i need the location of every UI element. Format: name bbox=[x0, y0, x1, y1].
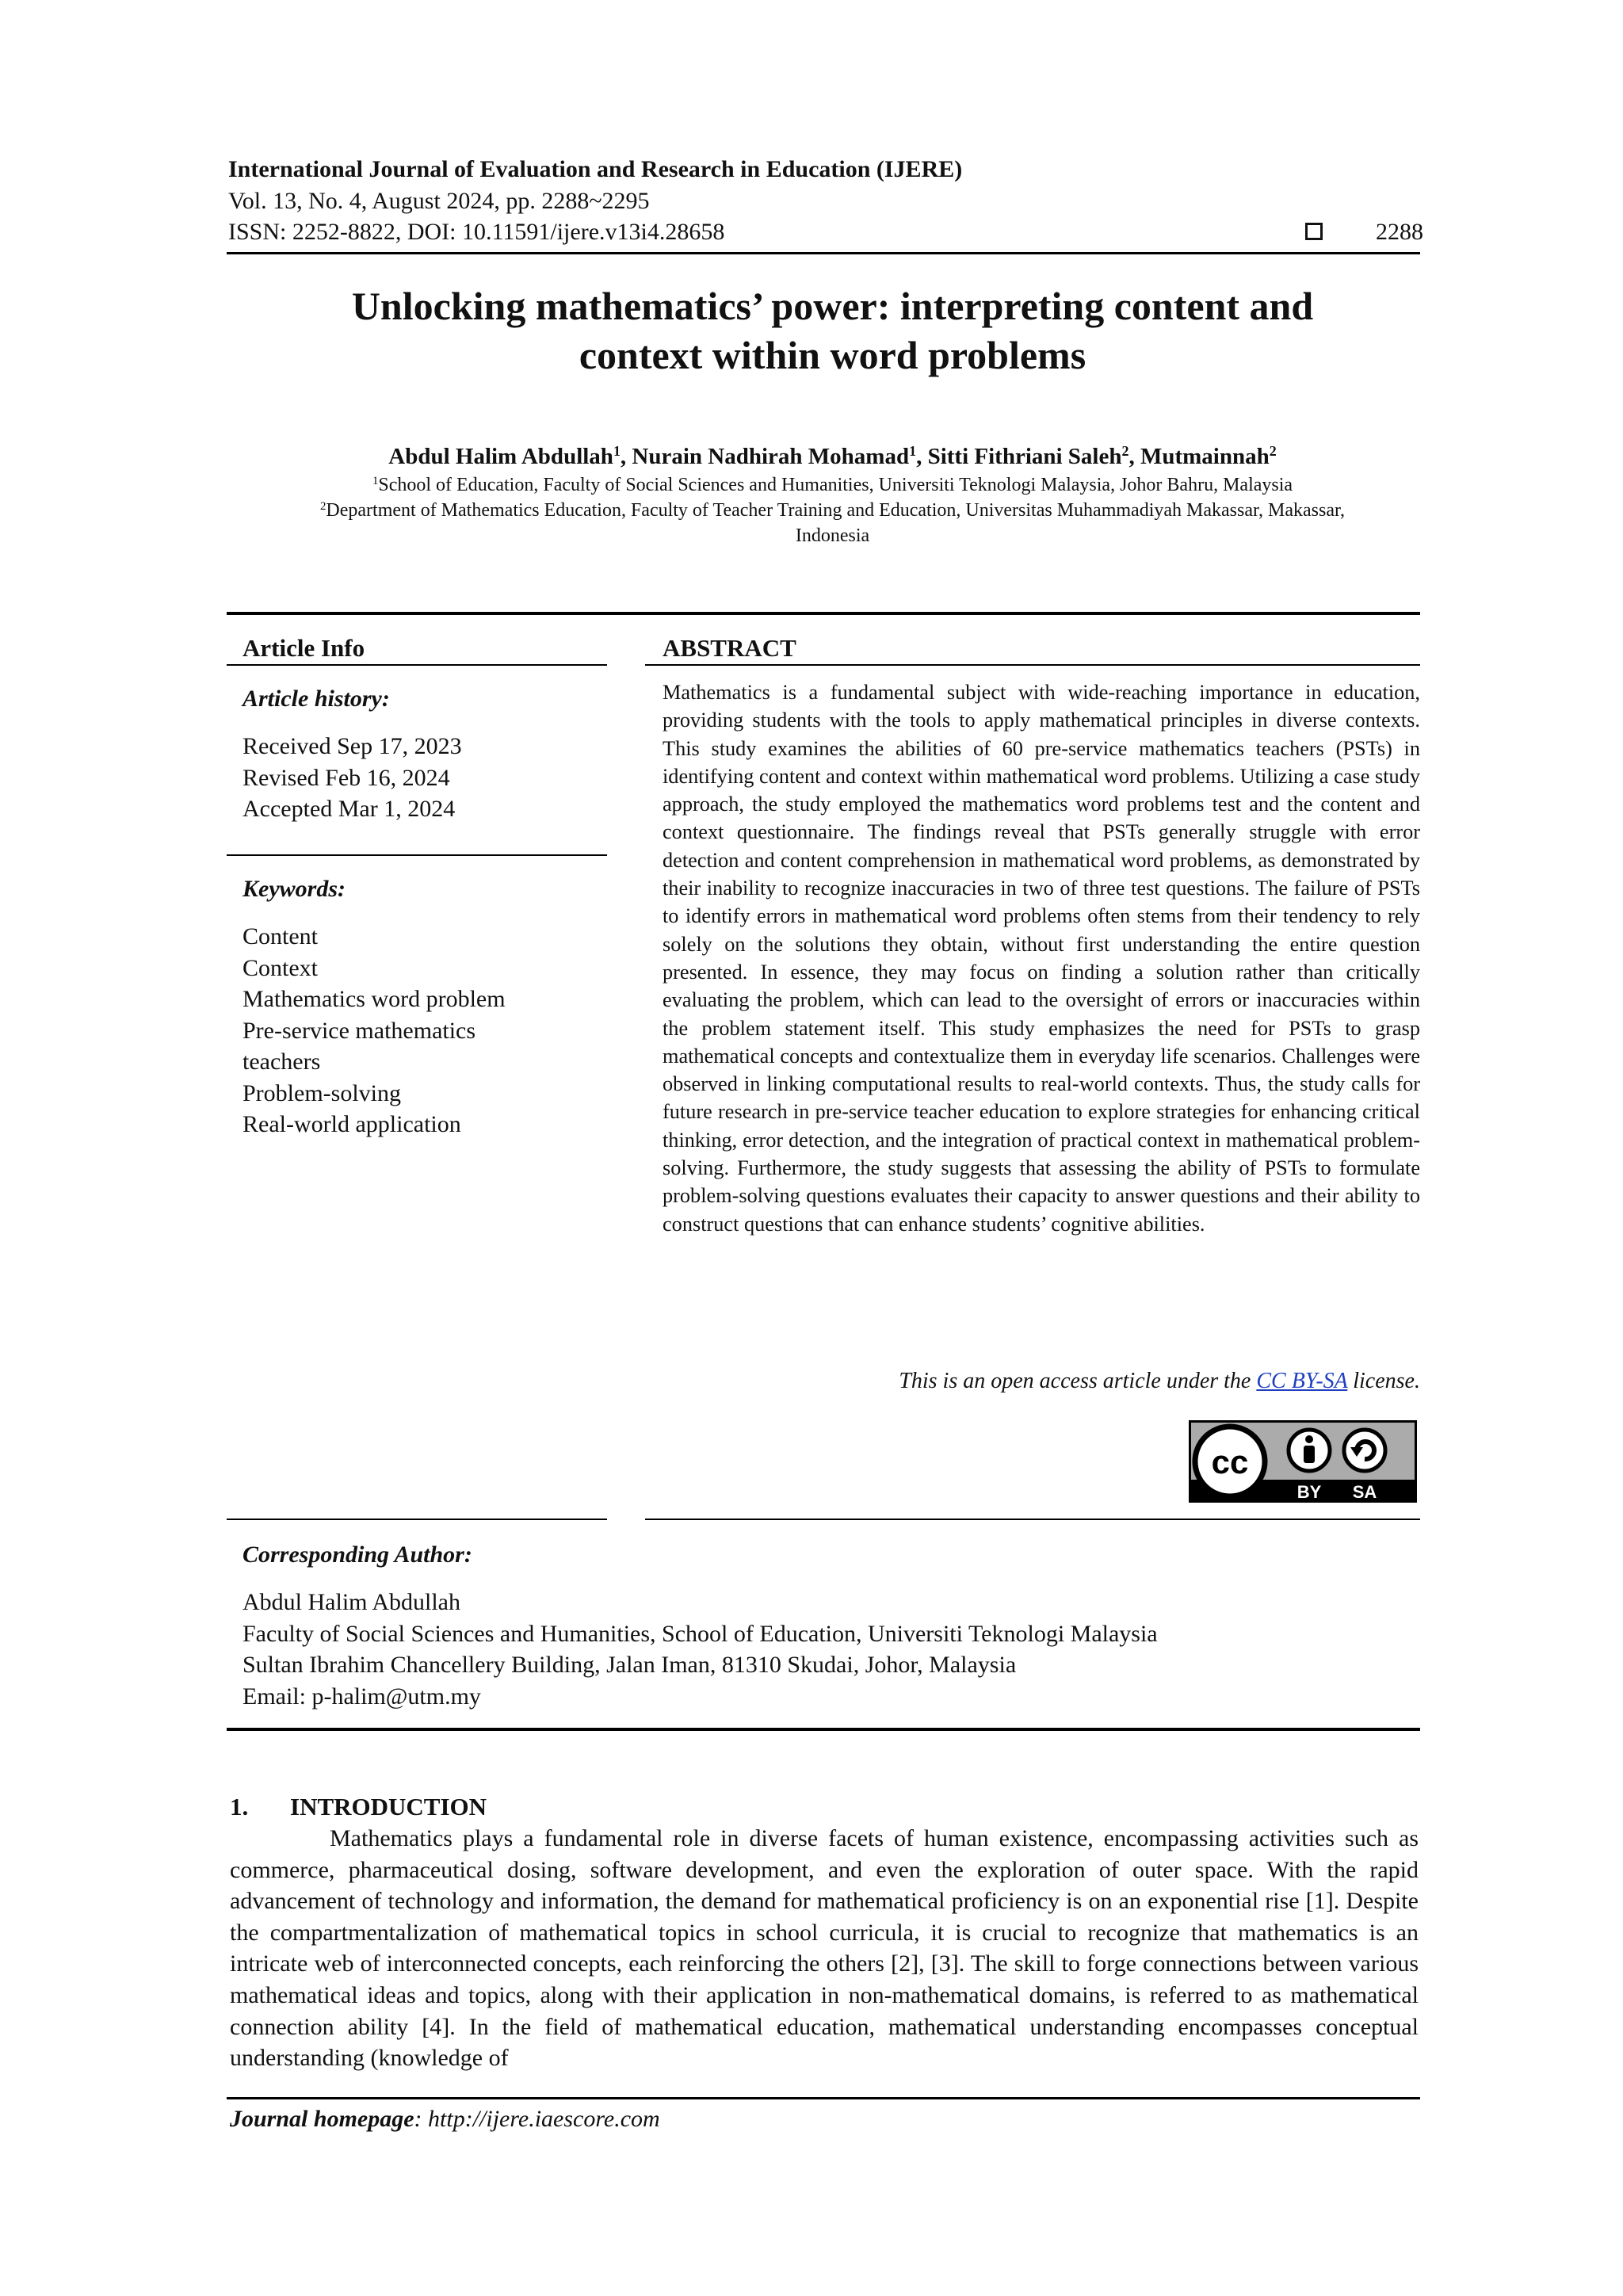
author-name: Sitti Fithriani Saleh bbox=[927, 444, 1122, 469]
cc-by-sa-badge[interactable] bbox=[1189, 1420, 1417, 1503]
keyword-item: Pre-service mathematics bbox=[242, 1017, 476, 1044]
left-bottom-rule bbox=[227, 1519, 607, 1520]
volume-line: Vol. 13, No. 4, August 2024, pp. 2288~2295 bbox=[228, 188, 650, 214]
paper-title bbox=[228, 281, 1437, 380]
keywords-rule bbox=[227, 854, 607, 856]
footer-label: Journal homepage bbox=[230, 2106, 414, 2132]
infobox-bottom-rule bbox=[227, 1728, 1420, 1731]
author-list: Abdul Halim Abdullah$^1$, Nurain Nadhirah Mohamad$^1$, Sitti Fithriani Saleh$^2$, Mutmainnah$^2$ bbox=[388, 443, 1277, 469]
keyword-item: Real-world application bbox=[242, 1111, 461, 1137]
author-affil-mark: 2 bbox=[1121, 443, 1129, 460]
footer-url[interactable]: http://ijere.iaescore.com bbox=[428, 2106, 660, 2132]
keyword-item: Problem-solving bbox=[242, 1079, 401, 1106]
history-revised: Revised Feb 16, 2024 bbox=[242, 764, 450, 791]
keyword-item: teachers bbox=[242, 1049, 321, 1075]
cc-text: cc bbox=[1211, 1443, 1249, 1480]
keyword-item: Mathematics word problem bbox=[242, 986, 506, 1012]
author-name: Mutmainnah bbox=[1140, 444, 1270, 469]
page-number: 2288 bbox=[1376, 219, 1423, 245]
author-name: Abdul Halim Abdullah bbox=[388, 444, 613, 469]
header-rule bbox=[227, 252, 1420, 254]
author-name: Nurain Nadhirah Mohamad bbox=[632, 444, 910, 469]
article-info-heading: Article Info bbox=[242, 634, 365, 662]
license-line: This is an open access article under the CC BY-SA license. bbox=[899, 1369, 1420, 1393]
keywords-heading: Keywords: bbox=[242, 876, 346, 902]
history-accepted: Accepted Mar 1, 2024 bbox=[242, 796, 456, 822]
title-line-1: Unlocking mathematics’ power: interpreting content and bbox=[351, 284, 1314, 328]
author-affil-mark: 2 bbox=[1269, 443, 1277, 460]
intro-heading: INTRODUCTION bbox=[290, 1793, 487, 1820]
article-history-heading: Article history: bbox=[242, 686, 390, 712]
abstract-heading: ABSTRACT bbox=[663, 634, 796, 662]
abstract-text: Mathematics is a fundamental subject with wide-reaching importance in education, providing students with the tools to apply mathematical principles in diverse contexts. This study examines the abilities of 60 pre-service mathematics teachers (PSTs) in identifying content and context within mathematical word problems. Utilizing a case study approach, the study employed the mathematics word problems test and the content and context questionnaire. The findings reveal that PSTs generally struggle with error detection and content comprehension in mathematical word problems, as demonstrated by their inability to recognize inaccuracies in two of three test questions. The failure of PSTs to identify errors in mathematical word problems often stems from their tendency to rely solely on the solutions they obtain, without first understanding the entire question presented. In essence, they may focus on finding a solution rather than critically evaluating the problem, which can lead to the oversight of errors or inaccuracies within the problem statement itself. This study emphasizes the need for PSTs to grasp mathematical concepts and contextualize them in everyday life scenarios. Challenges were observed in linking computational results to real-world contexts. Thus, the study calls for future research in pre-service teacher education to explore strategies for enhancing critical thinking, error detection, and the integration of practical context in mathematical problem-solving. Furthermore, the study suggests that assessing the ability of PSTs to formulate problem-solving questions evaluates their capacity to answer questions and their ability to construct questions that can enhance students’ cognitive abilities. bbox=[663, 681, 1420, 1236]
sa-share-alike-icon bbox=[1344, 1430, 1385, 1471]
infobox-top-rule bbox=[227, 612, 1420, 615]
affiliation-2-cont: Indonesia bbox=[795, 525, 870, 546]
intro-number: 1. bbox=[230, 1793, 249, 1820]
right-bottom-rule bbox=[645, 1519, 1420, 1520]
article-info-underline bbox=[227, 664, 607, 666]
footer: Journal homepage: http://ijere.iaescore.com bbox=[230, 2106, 660, 2132]
history-received: Received Sep 17, 2023 bbox=[242, 733, 462, 759]
intro-paragraph: Mathematics plays a fundamental role in diverse facets of human existence, encompassing activities such as commerce, pharmaceutical dosing, software development, and even the exploration of outer space. With the rapid advancement of technology and information, the demand for mathematical proficiency is on an exponential rise [1]. Despite the compartmentalization of mathematical topics in school curricula, it is crucial to recognize that mathematics is an intricate web of interconnected concepts, each reinforcing the others [2], [3]. The skill to forge connections between various mathematical ideas and topics, along with their application in non-mathematical domains, is referred to as mathematical connection ability [4]. In the field of mathematical education, mathematical understanding encompasses conceptual understanding (knowledge of bbox=[230, 1825, 1419, 2072]
title-line-2: context within word problems bbox=[579, 333, 1086, 377]
corresponding-email: Email: p-halim@utm.my bbox=[242, 1683, 481, 1710]
keyword-item: Content bbox=[242, 923, 318, 949]
corresponding-name: Abdul Halim Abdullah bbox=[242, 1589, 460, 1615]
by-person-head bbox=[1305, 1435, 1313, 1443]
corresponding-address: Sultan Ibrahim Chancellery Building, Jalan Iman, 81310 Skudai, Johor, Malaysia bbox=[242, 1652, 1017, 1678]
keyword-item: Context bbox=[242, 954, 318, 981]
checkbox-square-icon bbox=[1305, 223, 1323, 240]
by-label: BY bbox=[1296, 1482, 1322, 1502]
author-affil-mark: 1 bbox=[909, 443, 917, 460]
footer-rule bbox=[227, 2097, 1420, 2099]
journal-name: International Journal of Evaluation and Research in Education (IJERE) bbox=[228, 156, 963, 182]
author-affil-mark: 1 bbox=[613, 443, 621, 460]
article-history-list bbox=[242, 731, 462, 825]
corresponding-faculty: Faculty of Social Sciences and Humanities, School of Education, Universiti Teknologi Malaysia bbox=[242, 1620, 1158, 1647]
affiliation-2: $^2$Department of Mathematics Education, Faculty of Teacher Training and Education, Universitas Muhammadiyah Makassar, Makassar, bbox=[319, 499, 1346, 521]
cc-by-sa-link[interactable]: CC BY-SA bbox=[1256, 1369, 1348, 1393]
corresponding-details bbox=[242, 1587, 1158, 1712]
abstract-underline bbox=[645, 664, 1420, 666]
affiliation-1: $^1$School of Education, Faculty of Social Sciences and Humanities, Universiti Teknologi Malaysia, Johor Bahru, Malaysia bbox=[372, 474, 1293, 495]
issn-line: ISSN: 2252-8822, DOI: 10.11591/ijere.v13i4.28658 bbox=[228, 219, 725, 245]
corresponding-heading: Corresponding Author: bbox=[242, 1541, 472, 1568]
sa-label: SA bbox=[1352, 1482, 1377, 1502]
keywords-list bbox=[242, 921, 506, 1140]
by-person-body bbox=[1304, 1446, 1315, 1463]
